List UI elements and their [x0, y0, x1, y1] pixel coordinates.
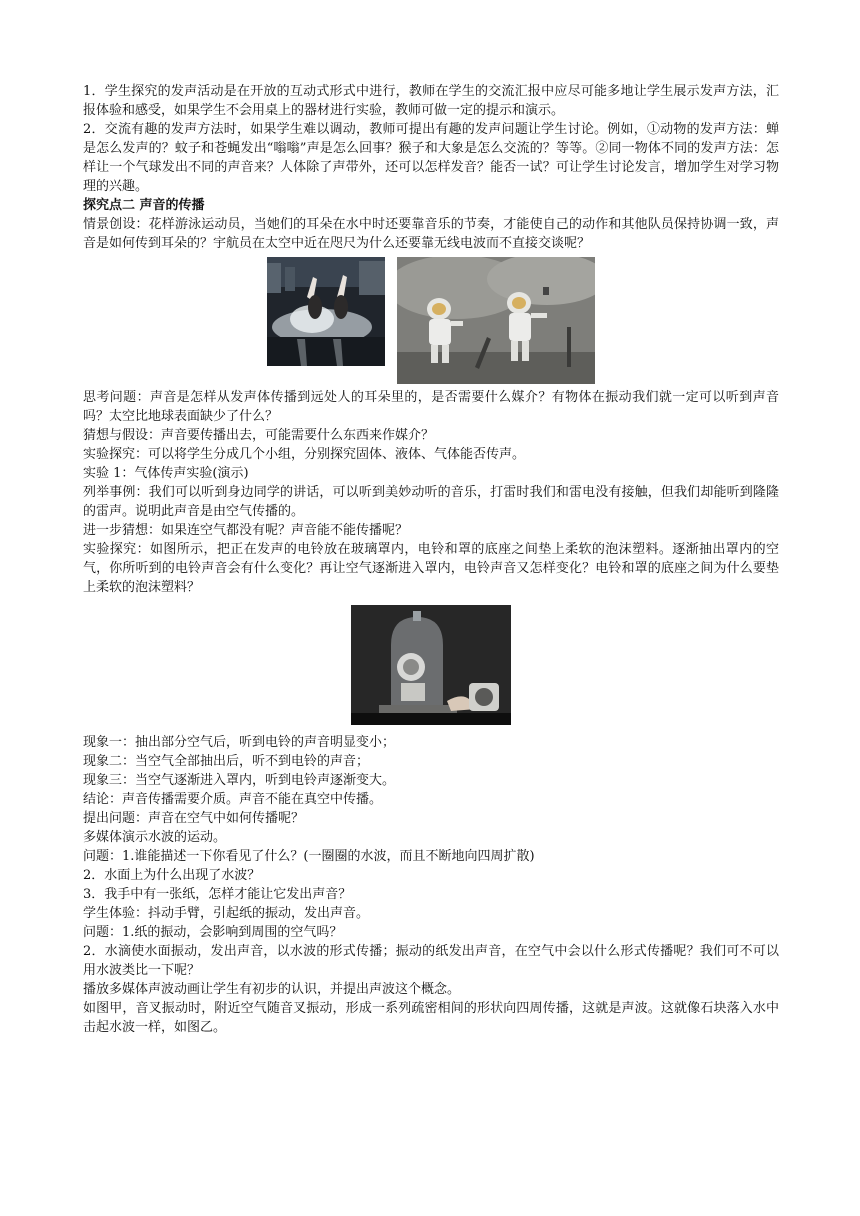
section-heading: 探究点二 声音的传播 [83, 198, 205, 213]
paragraph-further-guess: 进一步猜想：如果连空气都没有呢？声音能不能传播呢？ [83, 523, 409, 538]
paragraph-student-experience: 学生体验：抖动手臂，引起纸的振动，发出声音。 [83, 906, 370, 921]
synchronized-swimmers-photo [267, 257, 385, 366]
bell-jar-experiment-photo [351, 605, 511, 725]
paragraph-experiment-groups: 实验探究：可以将学生分成几个小组，分别探究固体、液体、气体能否传声。 [83, 447, 526, 462]
paragraph-question-3: 3．我手中有一张纸，怎样才能让它发出声音？ [83, 887, 352, 902]
astronauts-on-moon-photo [397, 257, 595, 384]
paragraph-think-questions: 思考问题：声音是怎样从发声体传播到远处人的耳朵里的，是否需要什么媒介？有物体在振动我们就一定可以听到声音吗？太空比地球表面缺少了什么？ [83, 390, 779, 424]
figure-row-swimmers-astronauts [83, 257, 779, 384]
paragraph-conclusion: 结论：声音传播需要介质。声音不能在真空中传播。 [83, 792, 383, 807]
paragraph-phenomenon-3: 现象三：当空气逐渐进入罩内，听到电铃声逐渐变大。 [83, 773, 396, 788]
paragraph-multimedia: 多媒体演示水波的运动。 [83, 830, 227, 845]
paragraph-1: 1．学生探究的发声活动是在开放的互动式形式中进行，教师在学生的交流汇报中应尽可能多地让学生展示发声方法，汇报体验和感受，如果学生不会用桌上的器材进行实验，教师可做一定的提示和演示。 [83, 84, 779, 118]
paragraph-sound-wave-concept: 播放多媒体声波动画让学生有初步的认识，并提出声波这个概念。 [83, 982, 461, 997]
paragraph-water-wave-analogy: 2．水滴使水面振动，发出声音，以水波的形式传播；振动的纸发出声音，在空气中会以什么形式传播呢？我们可不可以用水波类比一下呢？ [83, 944, 779, 978]
paragraph-paper-question: 问题：1.纸的振动，会影响到周围的空气吗？ [83, 925, 343, 940]
paragraph-question-1: 问题：1.谁能描述一下你看见了什么？(一圈圈的水波，而且不断地向四周扩散) [83, 849, 535, 864]
paragraph-bell-jar-experiment: 实验探究：如图所示，把正在发声的电铃放在玻璃罩内，电铃和罩的底座之间垫上柔软的泡沫塑料。逐渐抽出罩内的空气，你所听到的电铃声音会有什么变化？再让空气逐渐进入罩内，电铃声音又怎样变化？电铃和罩的底座之间为什么要垫上柔软的泡沫塑料？ [83, 542, 779, 595]
figure-row-bell-jar [83, 601, 779, 729]
paragraph-examples: 列举事例：我们可以听到身边同学的讲话，可以听到美妙动听的音乐，打雷时我们和雷电没有接触，但我们却能听到隆隆的雷声。说明此声音是由空气传播的。 [83, 485, 779, 519]
paragraph-phenomenon-1: 现象一：抽出部分空气后，听到电铃的声音明显变小； [83, 735, 396, 750]
paragraph-hypothesis: 猜想与假设：声音要传播出去，可能需要什么东西来作媒介？ [83, 428, 435, 443]
paragraph-phenomenon-2: 现象二：当空气全部抽出后，听不到电铃的声音； [83, 754, 370, 769]
paragraph-experiment-1: 实验 1：气体传声实验(演示) [83, 466, 249, 481]
paragraph-scenario: 情景创设：花样游泳运动员，当她们的耳朵在水中时还要靠音乐的节奏，才能使自己的动作和其他队员保持协调一致，声音是如何传到耳朵的？宇航员在太空中近在咫尺为什么还要靠无线电波而不直接交谈呢？ [83, 217, 779, 251]
paragraph-question-2: 2．水面上为什么出现了水波？ [83, 868, 261, 883]
paragraph-tuning-fork: 如图甲，音叉振动时，附近空气随音叉振动，形成一系列疏密相间的形状向四周传播，这就是声波。这就像石块落入水中击起水波一样，如图乙。 [83, 1001, 779, 1035]
document-body [83, 82, 779, 1037]
paragraph-2: 2．交流有趣的发声方法时，如果学生难以调动，教师可提出有趣的发声问题让学生讨论。例如，①动物的发声方法：蝉是怎么发声的？蚊子和苍蝇发出“嗡嗡”声是怎么回事？猴子和大象是怎么交流的？等等。②同一物体不同的发声方法：怎样让一个气球发出不同的声音来？人体除了声带外，还可以怎样发音？能否一试？可让学生讨论发言，增加学生对学习物理的兴趣。 [83, 122, 779, 194]
paragraph-question-air: 提出问题：声音在空气中如何传播呢？ [83, 811, 305, 826]
